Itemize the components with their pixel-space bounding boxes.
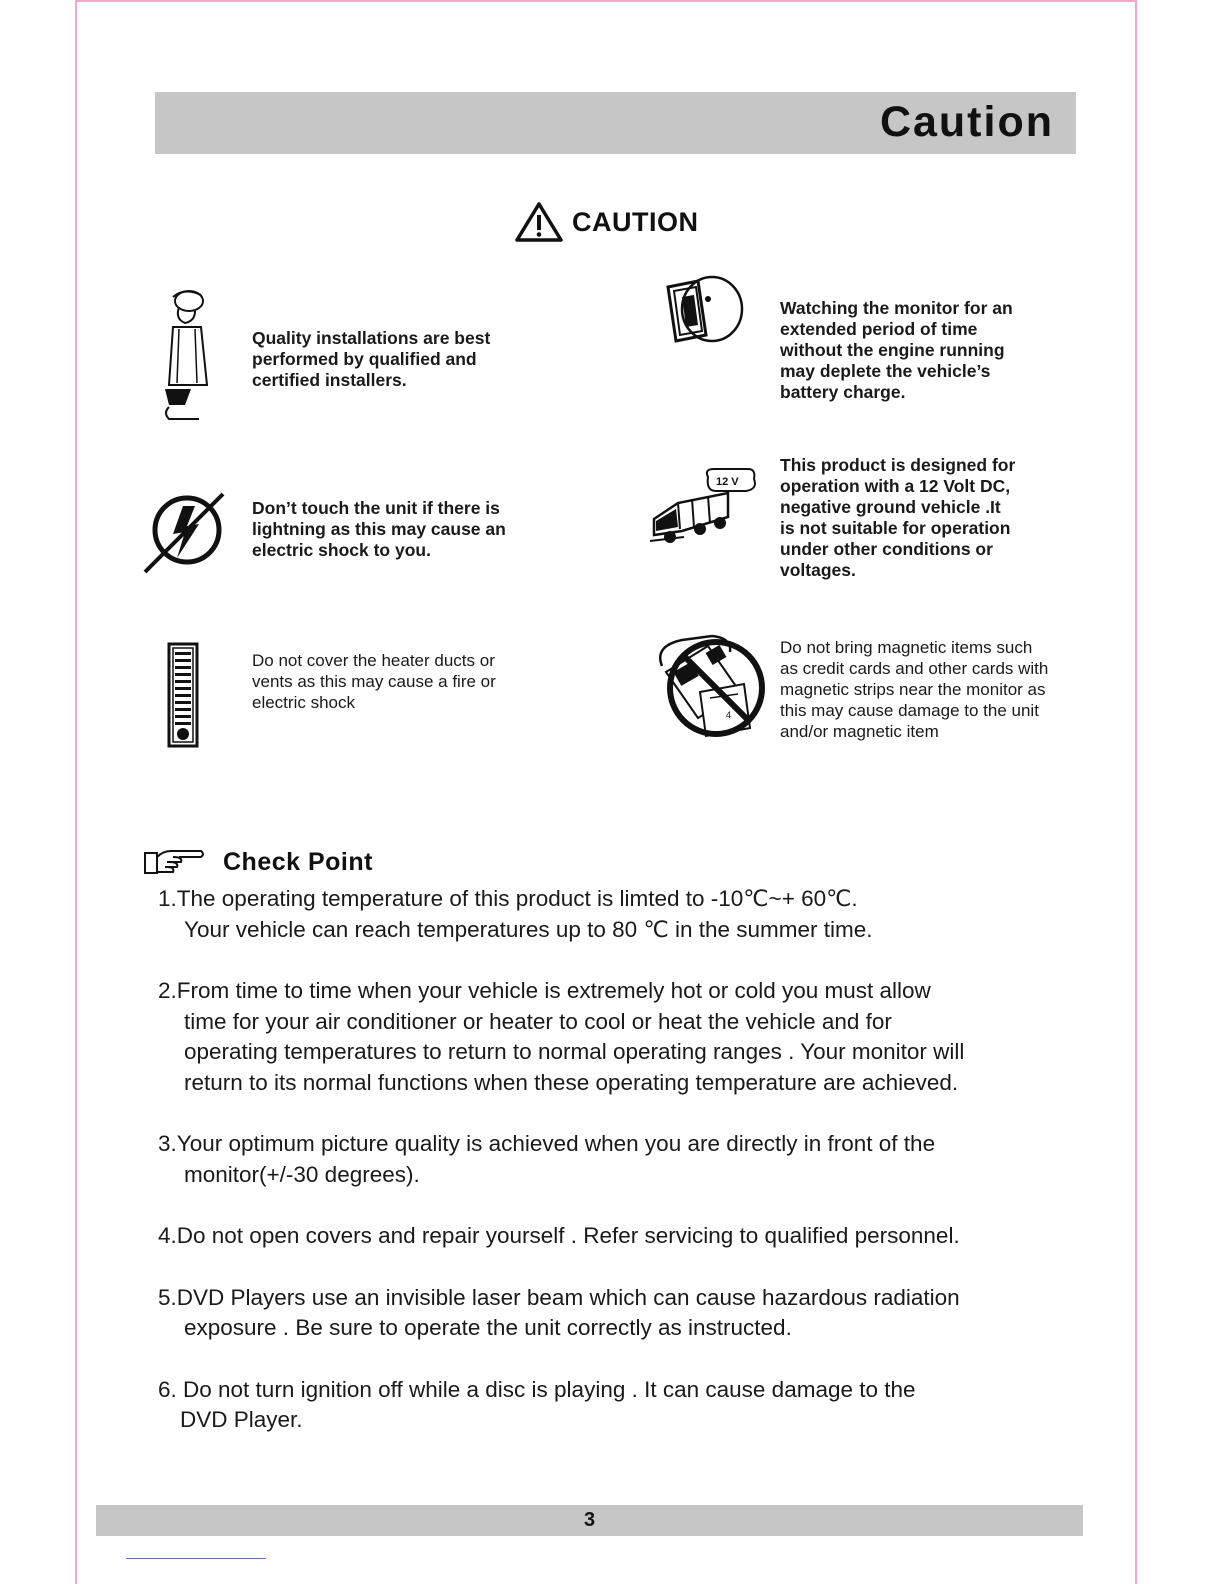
check-point-label: Check Point — [223, 847, 373, 876]
warning-text-heater: Do not cover the heater ducts or vents as this may cause a fire or electric shock — [252, 651, 496, 712]
no-magnetic-cards-icon — [652, 632, 770, 744]
check-point-item: 4.Do not open covers and repair yourself . Refer servicing to qualified personnel. — [158, 1223, 960, 1248]
monitor-battery-icon — [660, 273, 746, 349]
installer-icon — [155, 285, 217, 423]
bottom-rule — [126, 1558, 266, 1559]
heater-icon — [166, 642, 200, 748]
warning-text-battery: Watching the monitor for an extended period of time without the engine running may deplete the vehicle’s battery charge. — [780, 298, 1013, 402]
check-point-heading — [143, 845, 373, 879]
check-point-item: 3.Your optimum picture quality is achieved when you are directly in front of the monitor(+/-30 degrees). — [158, 1131, 936, 1187]
page-border-right — [1135, 0, 1137, 1584]
check-point-item: 2.From time to time when your vehicle is extremely hot or cold you must allow time for your air conditioner or heater to cool or heat the vehicle and for operating temperatures to return to normal operating ranges . Your monitor will return to its normal functions when these operating temperature are achieved. — [158, 978, 965, 1095]
warning-text-installers: Quality installations are best performed by qualified and certified installers. — [252, 328, 491, 390]
header-bar — [155, 92, 1076, 154]
warning-triangle-icon — [514, 201, 564, 243]
page-border-left — [75, 0, 77, 1584]
truck-12v-icon — [648, 463, 762, 553]
check-point-item: 1.The operating temperature of this product is limted to -10℃~+ 60℃. Your vehicle can reach temperatures up to 80 ℃ in the summer time. — [158, 886, 873, 942]
warning-text-magnetic: Do not bring magnetic items such as credit cards and other cards with magnetic strips near the monitor as this may cause damage to the unit and/or magnetic item — [780, 638, 1049, 741]
caution-heading — [514, 200, 699, 244]
page-border-top — [75, 0, 1137, 2]
warning-text-lightning: Don’t touch the unit if there is lightning as this may cause an electric shock to you. — [252, 498, 506, 560]
svg-text:4: 4 — [726, 710, 732, 720]
footer-bar — [96, 1505, 1083, 1536]
page-title: Caution — [879, 98, 1054, 146]
check-point-item: 5.DVD Players use an invisible laser beam which can cause hazardous radiation exposure . Be sure to operate the unit correctly as instructed. — [158, 1284, 960, 1340]
warning-text-12v: This product is designed for operation with a 12 Volt DC, negative ground vehicle .It is not suitable for operation under other conditions or voltages. — [780, 455, 1016, 580]
check-point-list — [158, 884, 1088, 1467]
voltage-badge: 12 V — [716, 476, 739, 488]
page-number: 3 — [583, 1509, 596, 1531]
no-lightning-icon — [143, 492, 227, 574]
caution-label: CAUTION — [572, 206, 699, 237]
check-point-item: 6. Do not turn ignition off while a disc is playing . It can cause damage to the DVD Player. — [158, 1376, 916, 1432]
pointing-hand-icon — [143, 847, 205, 877]
